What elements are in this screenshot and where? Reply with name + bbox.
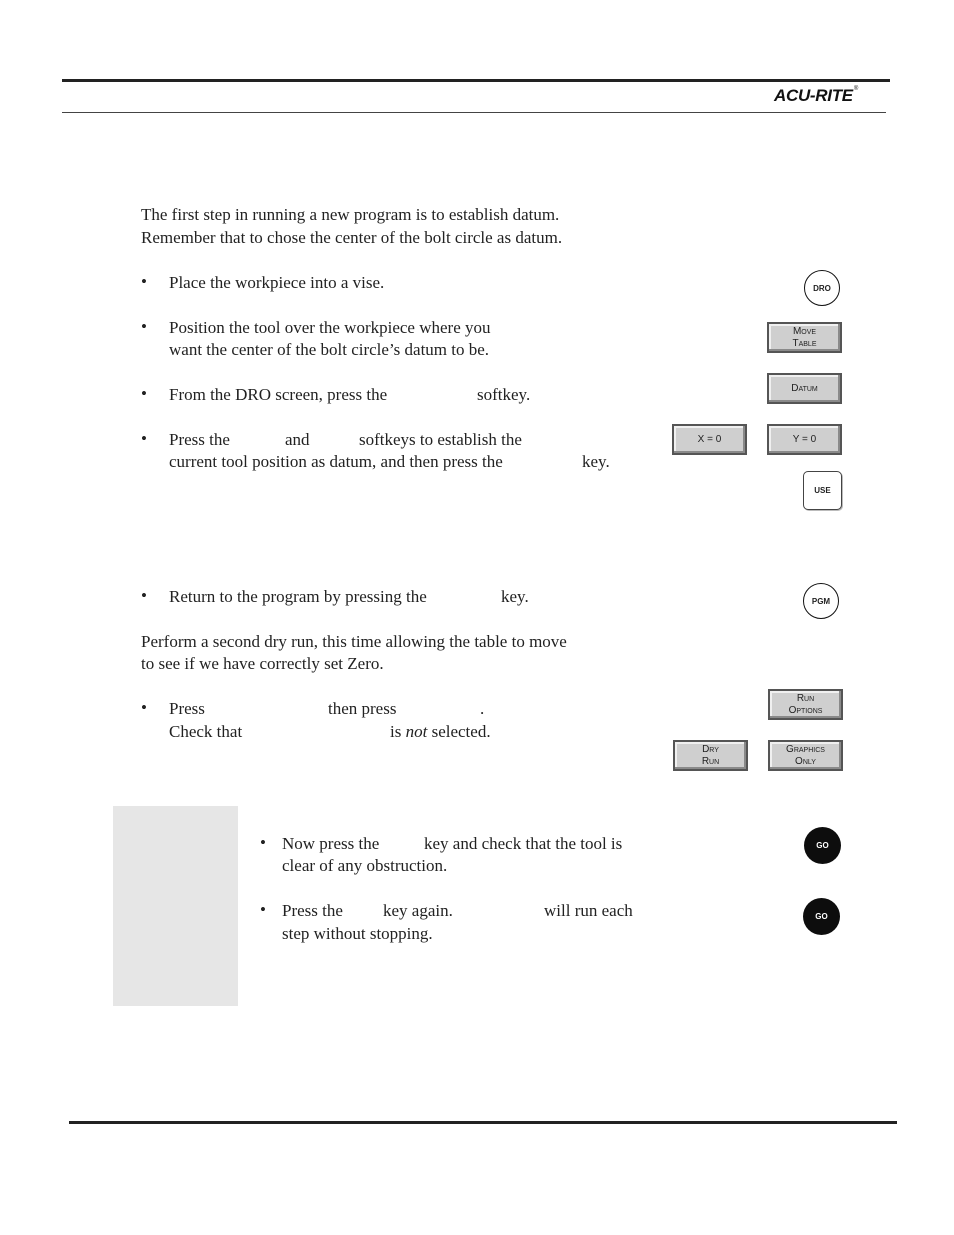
header-rule	[62, 79, 890, 82]
pgm-key[interactable]: PGM	[803, 583, 839, 619]
step-return-program: Return to the program by pressing the	[169, 587, 427, 606]
boxed-now-press: Now press the	[282, 834, 380, 853]
step-position-tool-2: want the center of the bolt circle’s datum to be.	[169, 340, 490, 359]
boxed-key-again: key again.	[383, 901, 453, 920]
move-table-softkey[interactable]: Move Table	[767, 322, 842, 353]
go-key[interactable]: GO	[804, 827, 841, 864]
step-and: and	[285, 430, 310, 449]
second-run-line-2: to see if we have correctly set Zero.	[141, 654, 384, 673]
bullet: •	[260, 900, 266, 919]
run-options-softkey[interactable]: Run Options	[768, 689, 843, 720]
go-key-again[interactable]: GO	[803, 898, 840, 935]
footer-rule	[69, 1121, 897, 1124]
step-key: key.	[582, 452, 610, 471]
step-softkeys-establish: softkeys to establish the	[359, 430, 522, 449]
boxed-clear: clear of any obstruction.	[282, 856, 448, 875]
bullet: •	[141, 429, 147, 448]
header-subrule	[62, 112, 886, 113]
dry-run-softkey[interactable]: Dry Run	[673, 740, 748, 771]
boxed-without-stopping: step without stopping.	[282, 924, 433, 943]
bullet: •	[141, 586, 147, 605]
second-run-line-1: Perform a second dry run, this time allowing the table to move	[141, 632, 567, 651]
step-return-key: key.	[501, 587, 529, 606]
step-then-press: then press	[328, 699, 397, 718]
step-position-tool-1: Position the tool over the workpiece where you	[169, 318, 491, 337]
step-period: .	[480, 699, 485, 718]
intro-line-2: Remember that to chose the center of the bolt circle as datum.	[141, 228, 563, 247]
dro-key[interactable]: DRO	[804, 270, 840, 306]
datum-softkey[interactable]: Datum	[767, 373, 842, 404]
bullet: •	[141, 317, 147, 336]
step-current-tool: current tool position as datum, and then press the	[169, 452, 503, 471]
step-place-workpiece: Place the workpiece into a vise.	[169, 273, 385, 292]
intro-line-1: The first step in running a new program is to establish datum.	[141, 205, 560, 224]
step-press: Press	[169, 699, 205, 718]
step-press-the: Press the	[169, 430, 230, 449]
step-not-selected: is not selected.	[390, 722, 491, 741]
boxed-will-run: will run each	[544, 901, 633, 920]
step-dro-softkey: softkey.	[477, 385, 531, 404]
step-check-that: Check that	[169, 722, 243, 741]
graphics-only-softkey[interactable]: Graphics Only	[768, 740, 843, 771]
step-dro-screen: From the DRO screen, press the	[169, 385, 388, 404]
bullet: •	[260, 833, 266, 852]
x-zero-softkey[interactable]: X = 0	[672, 424, 747, 455]
boxed-press-the: Press the	[282, 901, 343, 920]
note-sidebar	[113, 806, 238, 1006]
bullet: •	[141, 384, 147, 403]
bullet: •	[141, 272, 147, 291]
boxed-key-check: key and check that the tool is	[424, 834, 623, 853]
y-zero-softkey[interactable]: Y = 0	[767, 424, 842, 455]
acu-rite-logo: ACU-RITE®	[774, 86, 858, 105]
bullet: •	[141, 698, 147, 717]
use-key[interactable]: USE	[803, 471, 842, 510]
